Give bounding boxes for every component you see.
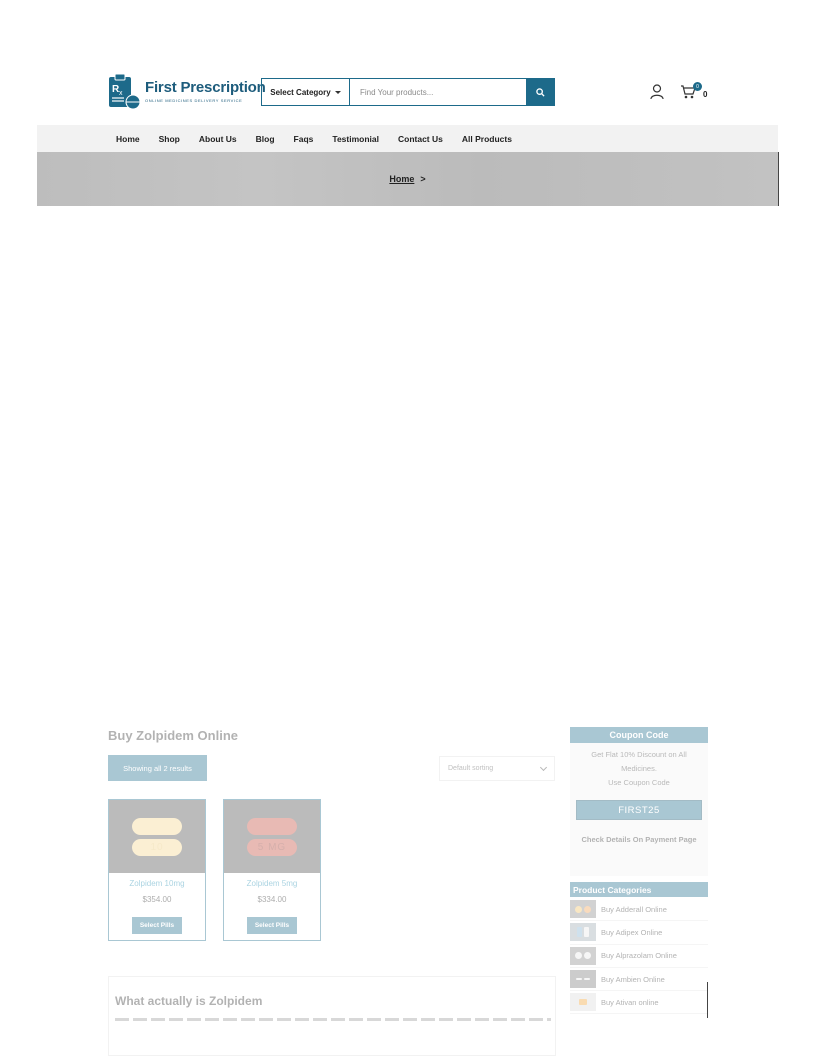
search-input[interactable] <box>350 79 526 105</box>
coupon-description: Get Flat 10% Discount on All Medicines. <box>591 750 687 773</box>
nav-item-shop[interactable]: Shop <box>158 133 180 144</box>
category-item[interactable] <box>570 991 708 1014</box>
category-label: Buy Ativan online <box>601 997 659 1007</box>
cart-count: 0 <box>703 90 708 99</box>
site-logo[interactable] <box>107 71 266 111</box>
page-title: Buy Zolpidem Online <box>108 728 239 743</box>
main-nav <box>37 125 778 152</box>
category-item[interactable] <box>570 921 708 944</box>
pill-icon: 10 <box>132 839 182 856</box>
rx-clipboard-icon <box>107 73 141 110</box>
nav-item-about-us[interactable]: About Us <box>198 133 237 144</box>
product-card[interactable] <box>108 799 206 941</box>
category-label: Buy Alprazolam Online <box>601 951 677 961</box>
scrollbar-edge <box>707 982 708 1018</box>
category-label: Buy Adipex Online <box>601 927 663 937</box>
svg-text:x: x <box>119 89 123 97</box>
coupon-widget <box>570 743 708 876</box>
product-price: $334.00 <box>257 895 287 904</box>
select-pills-button[interactable]: Select Pills <box>132 917 182 934</box>
product-image <box>224 800 320 873</box>
category-item[interactable] <box>570 968 708 991</box>
nav-item-faqs[interactable]: Faqs <box>293 133 314 144</box>
coupon-title: Coupon Code <box>570 727 708 743</box>
product-image <box>109 800 205 873</box>
category-item[interactable] <box>570 945 708 968</box>
user-account-icon[interactable] <box>650 84 664 100</box>
product-card[interactable] <box>223 799 321 941</box>
search-icon <box>536 88 545 97</box>
search-button[interactable] <box>526 79 554 105</box>
chevron-down-icon <box>540 763 547 770</box>
sort-select-label: Default sorting <box>448 765 494 772</box>
caret-down-icon <box>335 91 341 94</box>
category-list <box>570 898 708 1014</box>
page-banner <box>37 152 779 206</box>
svg-text:R: R <box>112 83 120 95</box>
nav-item-all-products[interactable]: All Products <box>461 133 512 144</box>
category-thumbnail <box>570 993 596 1011</box>
nav-item-testimonial[interactable]: Testimonial <box>332 133 379 144</box>
sort-select[interactable] <box>439 756 555 781</box>
description-title: What actually is Zolpidem <box>115 994 263 1008</box>
breadcrumb <box>389 174 425 184</box>
search-bar <box>261 78 555 106</box>
logo-name: First Prescription <box>145 79 266 96</box>
cart-button[interactable] <box>680 84 710 102</box>
breadcrumb-home-link[interactable]: Home <box>389 174 415 184</box>
category-thumbnail <box>570 923 596 941</box>
select-pills-button[interactable]: Select Pills <box>247 917 297 934</box>
product-price: $354.00 <box>142 895 172 904</box>
results-count: Showing all 2 results <box>108 755 207 781</box>
coupon-note: Check Details On Payment Page <box>581 835 697 844</box>
category-thumbnail <box>570 900 596 918</box>
category-select[interactable] <box>262 79 350 105</box>
category-item[interactable] <box>570 898 708 921</box>
nav-item-contact-us[interactable]: Contact Us <box>398 133 443 144</box>
pill-icon <box>247 818 297 835</box>
breadcrumb-separator: > <box>420 174 426 184</box>
description-text-fragment <box>115 1018 551 1021</box>
categories-title: Product Categories <box>570 882 708 897</box>
pill-icon: 5 MG <box>247 839 297 856</box>
logo-tagline: ONLINE MEDICINES DELIVERY SERVICE <box>145 98 243 103</box>
pill-icon <box>132 818 182 835</box>
coupon-code[interactable]: FIRST25 <box>576 800 702 820</box>
product-name[interactable]: Zolpidem 5mg <box>246 879 298 888</box>
description-box <box>108 976 556 1056</box>
category-thumbnail <box>570 947 596 965</box>
coupon-instruction: Use Coupon Code <box>608 778 670 787</box>
nav-item-home[interactable]: Home <box>116 133 140 144</box>
category-label: Buy Ambien Online <box>601 974 665 984</box>
category-select-label: Select Category <box>270 87 331 97</box>
cart-badge: 0 <box>693 82 702 91</box>
nav-item-blog[interactable]: Blog <box>255 133 275 144</box>
category-thumbnail <box>570 970 596 988</box>
category-label: Buy Adderall Online <box>601 904 667 914</box>
product-name[interactable]: Zolpidem 10mg <box>129 879 185 888</box>
